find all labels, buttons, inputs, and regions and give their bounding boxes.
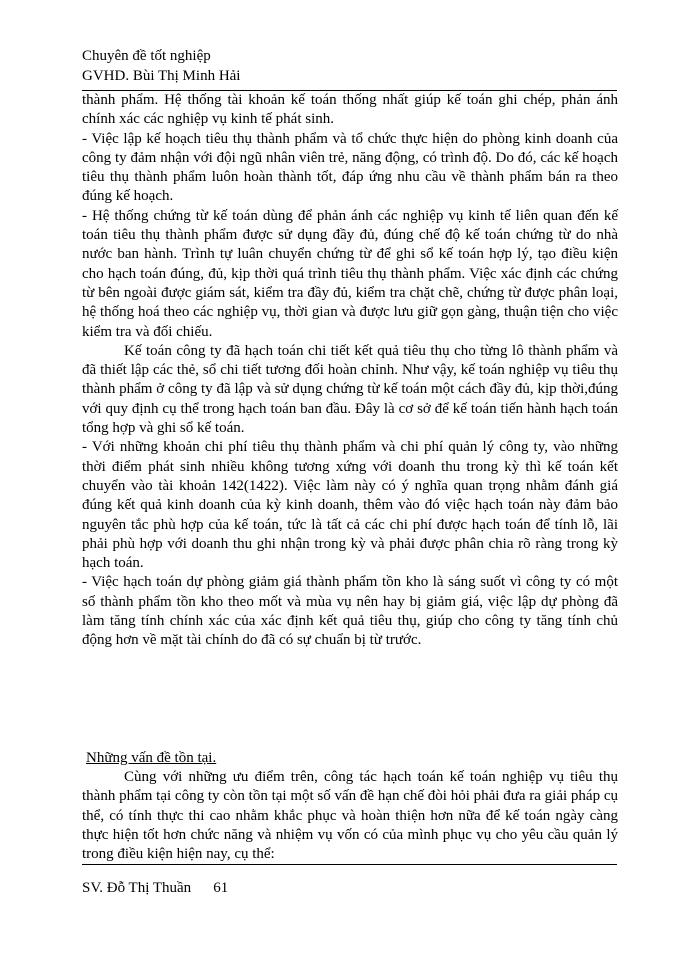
paragraph: Kế toán công ty đã hạch toán chi tiết kết quả tiêu thụ cho từng lô thành phẩm và đã thiết lập các thẻ, sổ chi tiết tương đối hoàn chỉnh. Như vậy, kế toán nghiệp vụ tiêu thụ thành phẩm ở công ty đã lập và sử dụng chứng từ kế toán một cách đầy đủ, kịp thời,đúng với quy định cụ thể trong hạch toán ban đầu. Đây là cơ sở để kế toán tiến hành hạch toán tổng hợp và ghi sổ kế toán. (82, 342, 618, 437)
paragraph: - Với những khoản chi phí tiêu thụ thành phẩm và chi phí quản lý công ty, vào những thời điểm phát sinh nhiều không tương xứng với doanh thu trong kỳ thì kế toán kết chuyển vào tài khoản 142(1422). Việc làm này có ý nghĩa quan trọng nhằm đánh giá đúng kết quả kinh doanh của kỳ kinh doanh, thêm vào đó việc hạch toán này đảm bảo nguyên tắc phù hợp của kế toán, tức là tất cả các chi phí được hạch toán để tính lỗ, lãi phải phù hợp với doanh thu ghi nhận trong kỳ và phải được phân chia rõ ràng trong kỳ hạch toán. (82, 439, 618, 572)
student-name: SV. Đỗ Thị Thuần (82, 880, 192, 896)
page-number: 61 (213, 880, 229, 896)
footer-divider (82, 864, 617, 865)
page-body (82, 91, 618, 864)
document-type: Chuyên đề tốt nghiệp (82, 48, 211, 64)
blank-space (82, 651, 618, 749)
paragraph: - Việc hạch toán dự phòng giảm giá thành phẩm tồn kho là sáng suốt vì công ty có một số thành phẩm tồn kho theo mốt và mùa vụ nên hay bị giảm giá, việc lập dự phòng đã làm tăng tính chính xác của xác định kết quả tiêu thụ, giúp cho công ty tăng tính chủ động hơn về mặt tài chính do đã có sự chuẩn bị từ trước. (82, 574, 618, 649)
page-header (82, 46, 617, 86)
paragraph: - Hệ thống chứng từ kế toán dùng để phản ánh các nghiệp vụ kinh tế liên quan đến kế toán tiêu thụ thành phẩm được sử dụng đầy đủ, đúng chế độ kế toán chứng từ do nhà nước ban hành. Trình tự luân chuyển chứng từ để ghi sổ kế toán hợp lý, tạo điều kiện cho hạch toán đúng, đủ, kịp thời quá trình tiêu thụ thành phẩm. Việc xác định các chứng từ bên ngoài được giám sát, kiểm tra đầy đủ, kiểm tra chặt chẽ, chứng từ được phân loại, hệ thống hoá theo các nghiệp vụ, thời gian và được lưu giữ gọn gàng, thuận tiện cho việc kiểm tra và đối chiếu. (82, 207, 618, 340)
paragraph: thành phẩm. Hệ thống tài khoản kế toán thống nhất giúp kế toán ghi chép, phản ánh chính xác các nghiệp vụ kinh tế phát sinh. (82, 92, 618, 128)
page-footer (82, 878, 617, 898)
paragraph: - Việc lập kế hoạch tiêu thụ thành phẩm và tổ chức thực hiện do phòng kinh doanh của công ty đảm nhận với đội ngũ nhân viên trẻ, năng động, có trình độ. Do đó, các kế hoạch tiêu thụ thành phẩm luôn hoàn thành tốt, đáp ứng nhu cầu về thành phẩm bán ra theo đúng kế hoạch. (82, 130, 618, 205)
supervisor-name: GVHD. Bùi Thị Minh Hải (82, 68, 241, 84)
section-heading: Những vấn đề tồn tại. (86, 749, 217, 766)
paragraph: Cùng với những ưu điểm trên, công tác hạch toán kế toán nghiệp vụ tiêu thụ thành phẩm tại công ty còn tồn tại một số vấn đề hạn chế đòi hỏi phải đưa ra giải pháp cụ thể, có tính thực thi cao nhằm khắc phục và hoàn thiện hơn nữa để kế toán ngày càng thực hiện tốt hơn chức năng và nhiệm vụ vốn có của mình phục vụ cho yêu cầu quản lý trong điều kiện hiện nay, cụ thể: (82, 768, 618, 863)
